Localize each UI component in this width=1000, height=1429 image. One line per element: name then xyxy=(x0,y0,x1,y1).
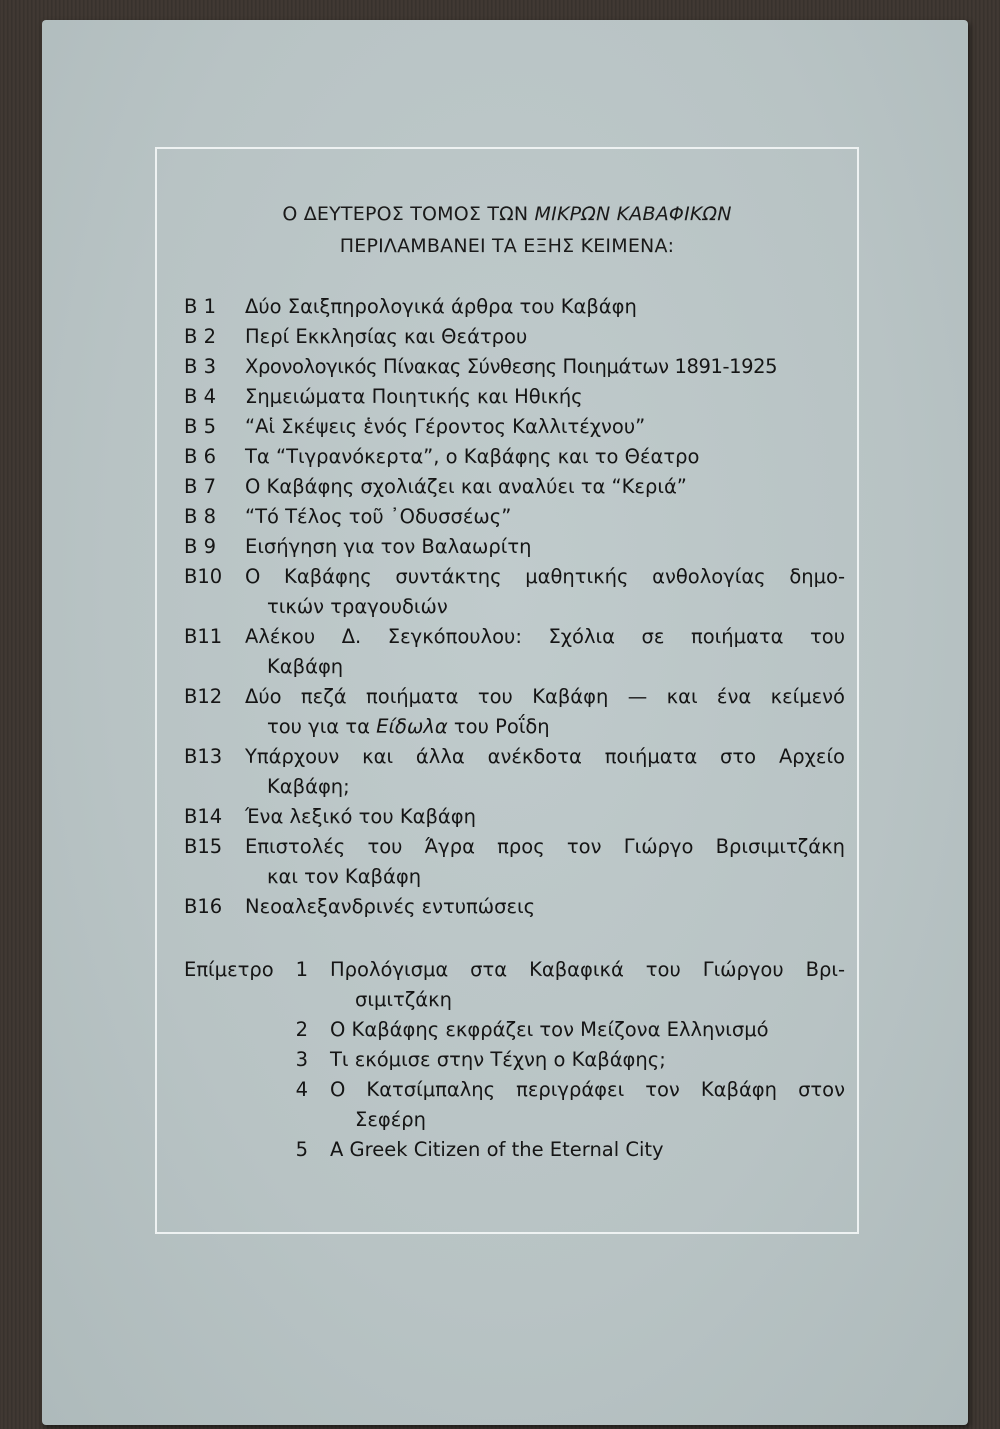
list-item xyxy=(0,682,1000,742)
appendix-item xyxy=(0,955,1000,1015)
item-code: Β16 xyxy=(184,895,223,918)
appendix-number: 2 xyxy=(295,1018,308,1041)
item-code: Β 1 xyxy=(184,295,216,318)
item-title: Δύο πεζά ποιήματα του Καβάφη — και ένα κείμενό xyxy=(245,685,845,708)
item-title: Σημειώματα Ποιητικής και Ηθικής xyxy=(245,385,583,408)
appendix-title: A Greek Citizen of the Eternal City xyxy=(330,1138,664,1161)
heading-text: Ο ΔΕΥΤΕΡΟΣ ΤΟΜΟΣ ΤΩΝ xyxy=(282,203,529,225)
item-code: Β10 xyxy=(184,565,223,588)
item-code: Β 3 xyxy=(184,355,216,378)
item-code: Β 7 xyxy=(184,475,216,498)
heading-line-2: ΠΕΡΙΛΑΜΒΑΝΕΙ ΤΑ ΕΞΗΣ ΚΕΙΜΕΝΑ: xyxy=(339,235,675,257)
appendix-title: Τι εκόμισε στην Τέχνη ο Καβάφης; xyxy=(330,1048,666,1071)
item-code: Β 6 xyxy=(184,445,216,468)
appendix-number: 3 xyxy=(295,1048,308,1071)
item-title: Αλέκου Δ. Σεγκόπουλου: Σχόλια σε ποιήματα του xyxy=(245,625,845,648)
item-title: “Αἱ Σκέψεις ἑνός Γέροντος Καλλιτέχνου” xyxy=(245,415,646,438)
item-code: Β 4 xyxy=(184,385,216,408)
list-item xyxy=(0,832,1000,892)
appendix-title: Ο Καβάφης εκφράζει τον Μείζονα Ελληνισμό xyxy=(330,1018,769,1041)
item-title-continuation: Καβάφη; xyxy=(267,775,350,798)
item-code: Β13 xyxy=(184,745,223,768)
list-item xyxy=(0,562,1000,622)
item-code: Β 5 xyxy=(184,415,216,438)
item-title: Τα “Τιγρανόκερτα”, ο Καβάφης και το Θέατρο xyxy=(245,445,700,468)
continuation-italic-title: Είδωλα xyxy=(376,715,448,738)
item-title: Χρονολογικός Πίνακας Σύνθεσης Ποιημάτων 1891-1925 xyxy=(245,355,778,378)
list-item xyxy=(0,622,1000,682)
appendix-number: 1 xyxy=(295,958,308,981)
list-item xyxy=(0,742,1000,802)
heading-italic-title: ΜΙΚΡΩΝ ΚΑΒΑΦΙΚΩΝ xyxy=(534,203,732,225)
item-title: Εισήγηση για τον Βαλαωρίτη xyxy=(245,535,532,558)
item-title: Περί Εκκλησίας και Θεάτρου xyxy=(245,325,528,348)
continuation-text: του Ροΐδη xyxy=(453,715,550,738)
heading-line-1 xyxy=(155,203,859,225)
item-code: Β 8 xyxy=(184,505,216,528)
item-code: Β11 xyxy=(184,625,223,648)
item-code: Β12 xyxy=(184,685,223,708)
item-title: Επιστολές του Άγρα προς τον Γιώργο Βρισιμιτζάκη xyxy=(245,835,845,858)
appendix-number: 4 xyxy=(295,1078,308,1101)
appendix-number: 5 xyxy=(295,1138,308,1161)
item-title-continuation: τικών τραγουδιών xyxy=(267,595,448,618)
item-title: Δύο Σαιξπηρολογικά άρθρα του Καβάφη xyxy=(245,295,637,318)
item-title: Ο Καβάφης συντάκτης μαθητικής ανθολογίας δημο- xyxy=(245,565,845,588)
item-title: Νεοαλεξανδρινές εντυπώσεις xyxy=(245,895,536,918)
continuation-text: του για τα xyxy=(267,715,370,738)
item-title-continuation: Καβάφη xyxy=(267,655,344,678)
appendix-item xyxy=(0,1075,1000,1135)
appendix-title-continuation: Σεφέρη xyxy=(355,1108,427,1131)
item-title: Υπάρχουν και άλλα ανέκδοτα ποιήματα στο Αρχείο xyxy=(245,745,845,768)
item-code: Β15 xyxy=(184,835,223,858)
appendix-title: Προλόγισμα στα Καβαφικά του Γιώργου Βρι- xyxy=(330,958,845,981)
item-code: Β 2 xyxy=(184,325,216,348)
item-title-continuation: και τον Καβάφη xyxy=(267,865,422,888)
item-title-continuation xyxy=(267,712,550,742)
item-code: Β 9 xyxy=(184,535,216,558)
item-title: Ο Καβάφης σχολιάζει και αναλύει τα “Κεριά” xyxy=(245,475,687,498)
appendix-title: Ο Κατσίμπαλης περιγράφει τον Καβάφη στον xyxy=(330,1078,845,1101)
item-title: Ένα λεξικό του Καβάφη xyxy=(245,805,476,828)
appendix-label: Επίμετρο xyxy=(184,958,274,981)
item-title: “Τό Τέλος τοῦ ᾽Οδυσσέως” xyxy=(245,505,512,528)
item-code: Β14 xyxy=(184,805,223,828)
appendix-title-continuation: σιμιτζάκη xyxy=(355,988,453,1011)
